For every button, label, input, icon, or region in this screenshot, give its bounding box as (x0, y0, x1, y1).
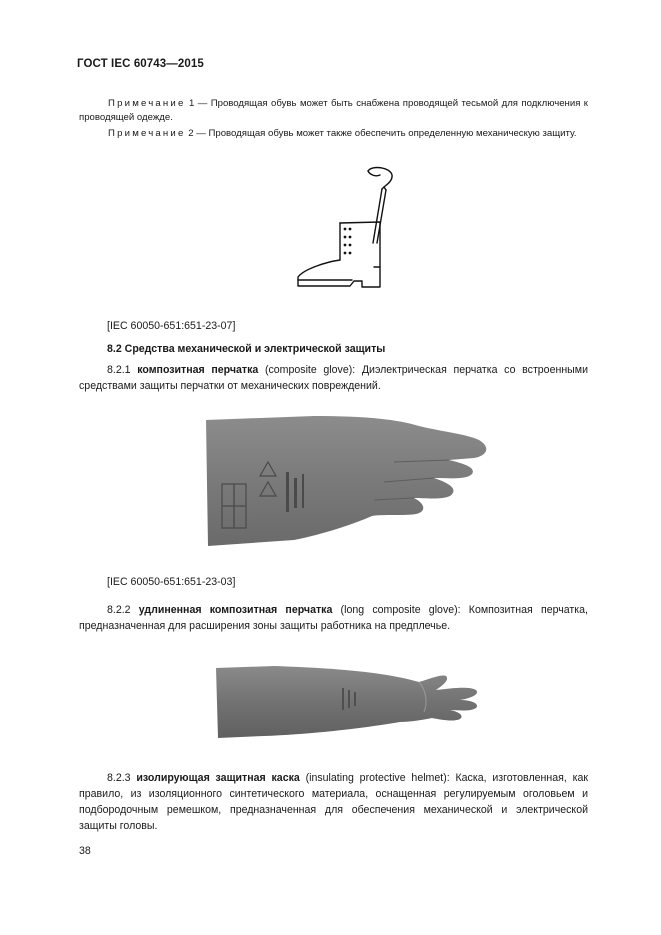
note-2 (79, 127, 588, 141)
note-2-label: Примечание (108, 128, 186, 139)
term-8-2-1 (79, 362, 588, 394)
term-8-2-2-text: (long composite glove): Композитная перчатка, предназначенная для расширения зоны защиты работника на предплечье. (79, 604, 588, 632)
section-heading: 8.2 Средства механической и электрической защиты (107, 343, 386, 355)
term-8-2-3-text: (insulating protective helmet): Каска, изготовленная, как правило, из изоляционного синтетического материала, оснащенная регулируемым оголовьем и подбородочным ремешком, предназначенная для обеспечения механической и электрической защиты головы. (79, 772, 588, 832)
term-8-2-2-term: удлиненная композитная перчатка (138, 604, 333, 616)
term-8-2-2-number: 8.2.2 (107, 604, 139, 616)
term-8-2-1-text: (composite glove): Диэлектрическая перчатка со встроенными средствами защиты перчатки от механических повреждений. (79, 364, 588, 392)
long-composite-glove-figure (214, 660, 484, 740)
reference-glove: [IEC 60050-651:651-23-03] (107, 576, 236, 588)
note-2-text: — Проводящая обувь может также обеспечить определенную механическую защиту. (193, 128, 577, 139)
term-8-2-3-number: 8.2.3 (107, 772, 137, 784)
note-1-number: 1 (188, 98, 195, 109)
note-1 (79, 97, 588, 125)
reference-boot: [IEC 60050-651:651-23-07] (107, 320, 236, 332)
term-8-2-2 (79, 602, 588, 634)
document-header: ГОСТ IEC 60743—2015 (77, 58, 204, 70)
term-8-2-1-number: 8.2.1 (107, 364, 138, 376)
term-8-2-3-term: изолирующая защитная каска (136, 772, 300, 784)
composite-glove-figure (204, 412, 504, 552)
note-2-number: 2 (188, 128, 194, 139)
term-8-2-3 (79, 770, 588, 834)
note-1-text: — Проводящая обувь может быть снабжена проводящей тесьмой для подключения к проводящей одежде. (79, 98, 588, 123)
term-8-2-1-term: композитная перчатка (137, 364, 259, 376)
page-number: 38 (79, 845, 91, 857)
note-1-label: Примечание (108, 98, 186, 109)
conductive-boot-figure (290, 163, 400, 293)
